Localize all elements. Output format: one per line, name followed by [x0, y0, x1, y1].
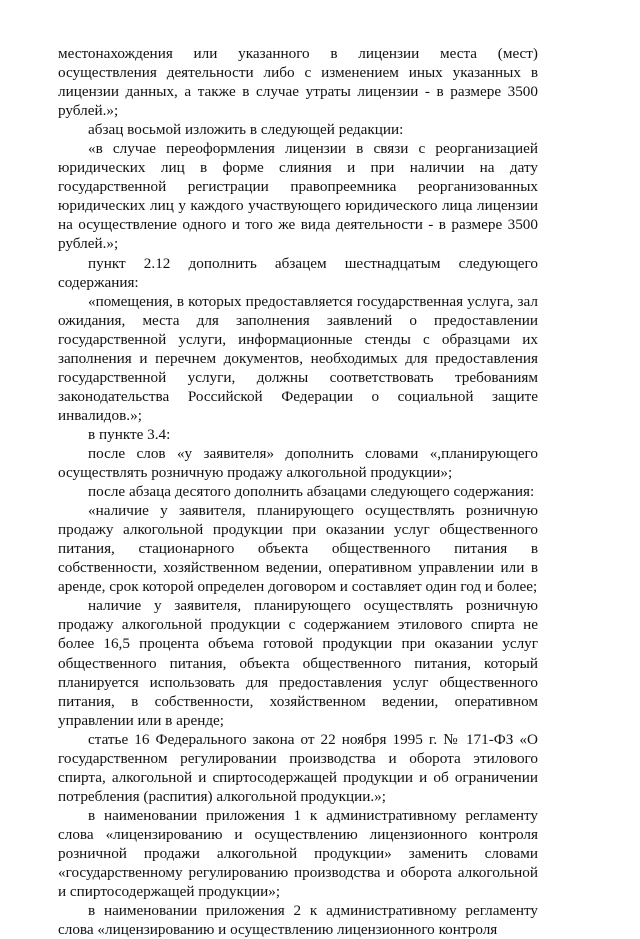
paragraph-appendix-1-title: в наименовании приложения 1 к административному регламенту слова «лицензированию и осуществлению лицензионного контроля розничной продажи алкогольной продукции» заменить словами «государственному регулированию производства и оборота алкогольной и спиртосодержащей продукции»; [58, 806, 538, 901]
document-body [58, 44, 538, 939]
paragraph-stationary-object: «наличие у заявителя, планирующего осуществлять розничную продажу алкогольной продукции при оказании услуг общественного питания, стационарного объекта общественного питания в собственности, хозяйственном ведении, оперативном управлении или в аренде, срок которой определен договором и составляет один год и более; [58, 502, 538, 596]
paragraph-after-words-applicant: после слов «у заявителя» дополнить словами «,планирующего осуществлять розничную продажу алкогольной продукции»; [58, 444, 538, 482]
paragraph-public-catering-object: наличие у заявителя, планирующего осуществлять розничную продажу алкогольной продукции с содержанием этилового спирта не более 16,5 процента объема готовой продукции при оказании услуг общественного питания, объекта общественного питания, который планируется использовать для предоставления услуг общественного питания, в собственности, хозяйственном ведении, оперативном управлении или в аренде; [58, 597, 538, 729]
paragraph-item-3-4: в пункте 3.4: [88, 425, 171, 443]
paragraph-eighth-abzac-instruction: абзац восьмой изложить в следующей редакции: [88, 121, 404, 139]
paragraph-premises-requirements: «помещения, в которых предоставляется государственная услуга, зал ожидания, места для заполнения заявлений о предоставлении государственной услуги, информационные стенды с образцами их заполнения и перечнем документов, необходимых для предоставления государственной услуги, должны соответствовать требованиям законодательства Российской Федерации о социальной защите инвалидов.»; [58, 292, 538, 424]
paragraph-reorganization-fee: «в случае переоформления лицензии в связи с реорганизацией юридических лиц в форме слияния и при наличии на дату государственной регистрации правопреемника реорганизованных юридических лиц у каждого участвующего юридического лица лицензии на осуществление одного и того же вида деятельности - в размере 3500 рублей.»; [58, 140, 538, 253]
paragraph-item-2-12-instruction: пункт 2.12 дополнить абзацем шестнадцатым следующего содержания: [58, 254, 538, 291]
paragraph-after-tenth-abzac: после абзаца десятого дополнить абзацами следующего содержания: [88, 483, 535, 501]
paragraph-federal-law-171: статье 16 Федерального закона от 22 ноября 1995 г. № 171-ФЗ «О государственном регулировании производства и оборота этилового спирта, алкогольной и спиртосодержащей продукции и об ограничении потребления (распития) алкогольной продукции.»; [58, 730, 538, 805]
paragraph-license-fee-end: местонахождения или указанного в лицензии места (мест) осуществления деятельности либо с изменением иных указанных в лицензии данных, а также в случае утраты лицензии - в размере 3500 рублей.»; [58, 45, 538, 120]
paragraph-appendix-2-title: в наименовании приложения 2 к административному регламенту слова «лицензированию и осуществлению лицензионного контроля [58, 902, 538, 939]
